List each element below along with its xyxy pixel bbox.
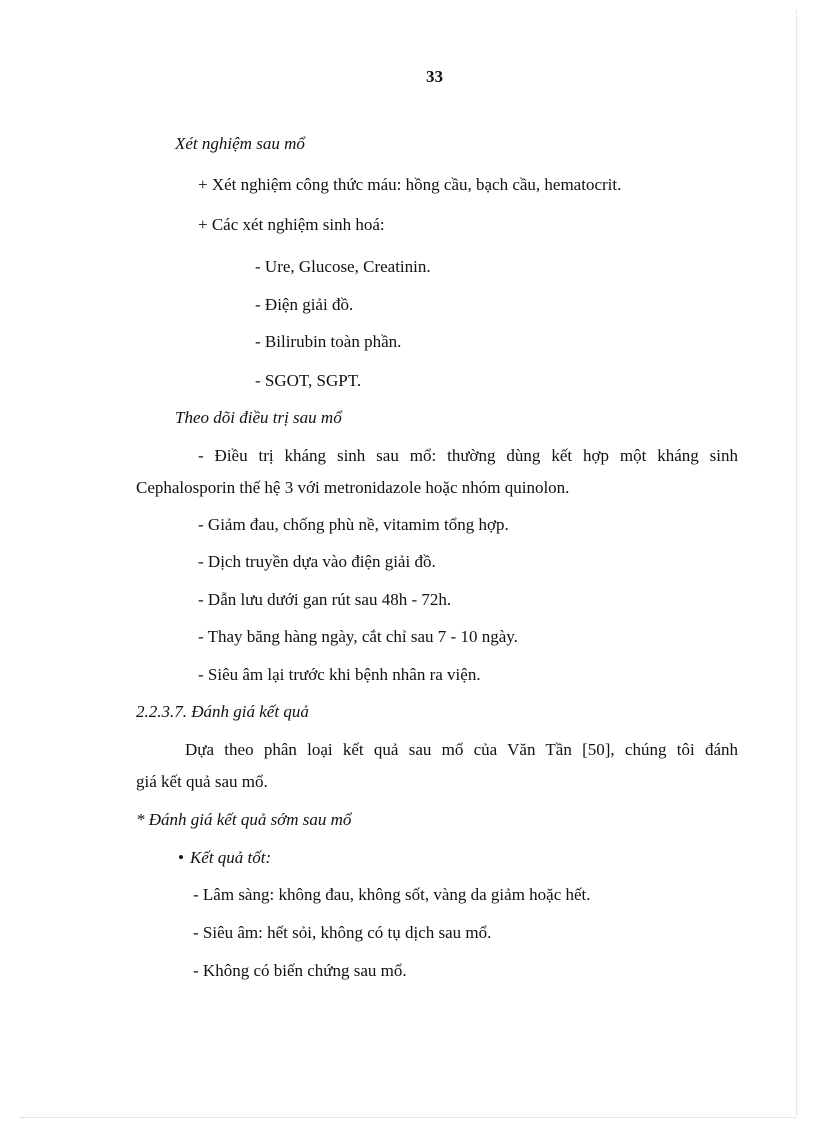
- page-number: 33: [426, 67, 443, 86]
- list-item: - Không có biến chứng sau mổ.: [193, 961, 407, 980]
- list-item: - Dẫn lưu dưới gan rút sau 48h - 72h.: [198, 590, 452, 609]
- list-item: - Siêu âm: hết sỏi, không có tụ dịch sau mổ.: [193, 923, 492, 942]
- paragraph-line: Cephalosporin thế hệ 3 với metronidazole hoặc nhóm quinolon.: [136, 478, 570, 497]
- list-item: + Xét nghiệm công thức máu: hồng cầu, bạch cầu, hematocrit.: [198, 175, 622, 194]
- paragraph-line: - Điều trị kháng sinh sau mổ: thường dùng kết hợp một kháng sinh: [198, 446, 738, 465]
- list-item: - SGOT, SGPT.: [255, 371, 362, 390]
- section-heading: 2.2.3.7. Đánh giá kết quả: [136, 702, 309, 721]
- bullet-item: [178, 847, 271, 869]
- subheading-postop-treatment: Theo dõi điều trị sau mổ: [175, 408, 342, 427]
- list-item: - Ure, Glucose, Creatinin.: [255, 257, 431, 276]
- page-border-right: [796, 10, 797, 1115]
- subheading-postop-tests: Xét nghiệm sau mổ: [175, 134, 305, 153]
- paragraph-line: Dựa theo phân loại kết quả sau mổ của Văn Tần [50], chúng tôi đánh: [185, 740, 738, 759]
- list-item: - Lâm sàng: không đau, không sốt, vàng da giảm hoặc hết.: [193, 885, 591, 904]
- list-item: - Thay băng hàng ngày, cắt chỉ sau 7 - 10 ngày.: [198, 627, 518, 646]
- list-item: + Các xét nghiệm sinh hoá:: [198, 215, 385, 234]
- page-border-bottom: [20, 1117, 796, 1118]
- list-item: - Dịch truyền dựa vào điện giải đồ.: [198, 552, 436, 571]
- list-item: - Giảm đau, chống phù nề, vitamim tổng hợp.: [198, 515, 509, 534]
- subheading-early-evaluation: * Đánh giá kết quả sớm sau mổ: [136, 810, 352, 829]
- paragraph-line: giá kết quả sau mổ.: [136, 772, 268, 791]
- bullet-icon: •: [178, 848, 184, 867]
- list-item: - Điện giải đồ.: [255, 295, 354, 314]
- list-item: - Bilirubin toàn phần.: [255, 332, 402, 351]
- list-item: - Siêu âm lại trước khi bệnh nhân ra viện.: [198, 665, 481, 684]
- bullet-text: Kết quả tốt:: [189, 848, 272, 867]
